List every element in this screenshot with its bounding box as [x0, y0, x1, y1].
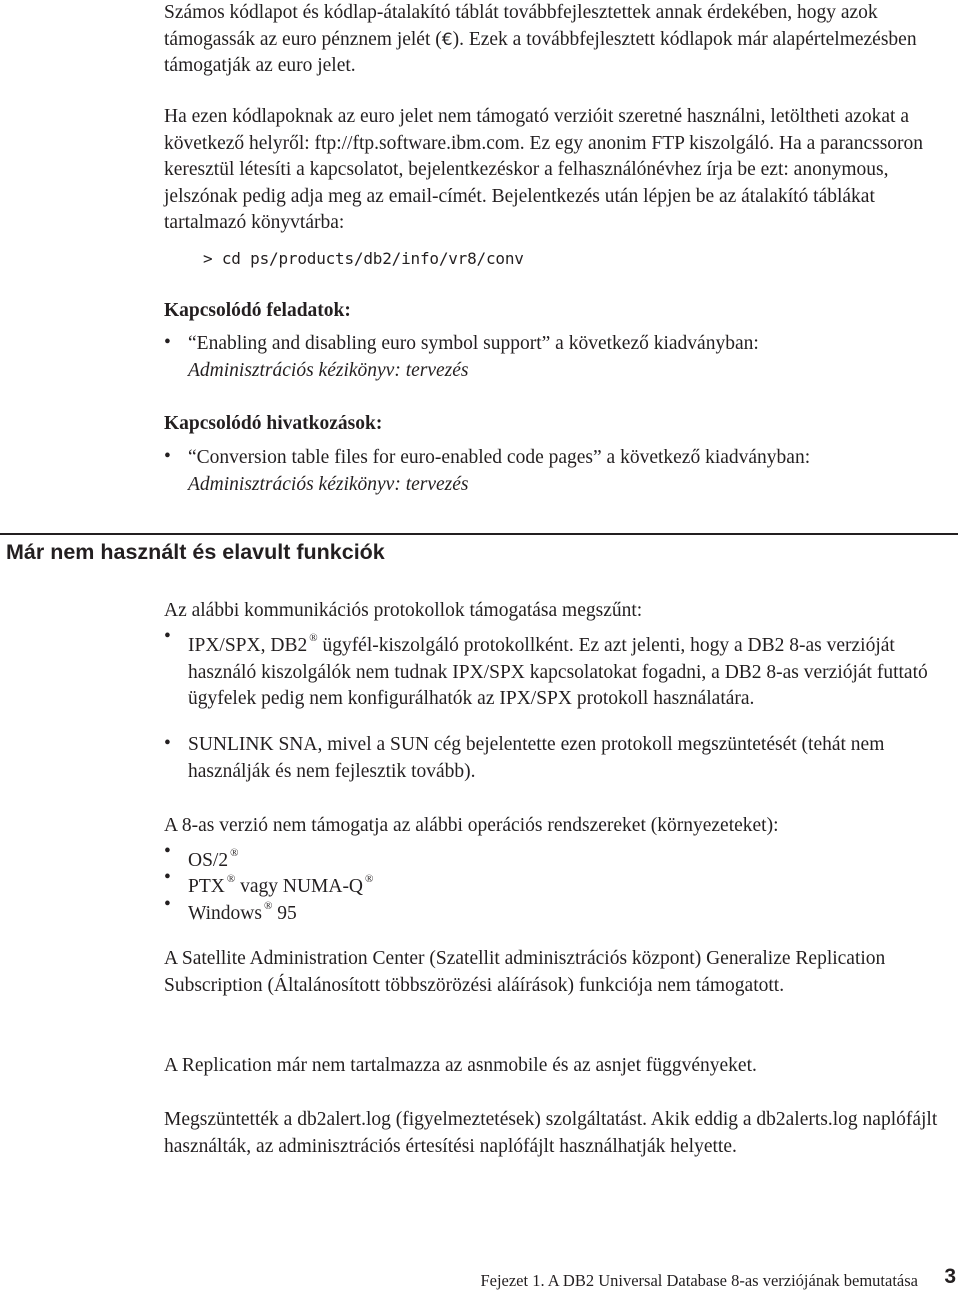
intro-text-a: Számos kódlapot és kódlap-átalakító táblát továbbfejlesztettek annak érdekében, hogy azok támogassák az euro pénznem jelét ( — [164, 2, 878, 50]
db2alert-paragraph: Megszüntették a db2alert.log (figyelmeztetések) szolgáltatást. Akik eddig a db2alerts.log naplófájlt használták, az adminisztrációs értesítési naplófájlt használhatják helyette. — [164, 1109, 938, 1157]
related-refs-heading: Kapcsolódó hivatkozások: — [164, 413, 383, 434]
related-ref-item: “Conversion table files for euro-enabled code pages” a következő kiadványban: Adminisztrációs kézikönyv: tervezés — [188, 447, 811, 495]
registered-mark: ® — [263, 900, 273, 912]
bullet-icon: • — [164, 332, 171, 353]
section-title: Már nem használt és elavult funkciók — [6, 540, 385, 564]
satellite-paragraph: A Satellite Administration Center (Szatellit adminisztrációs központ) Generalize Replication Subscription (Általánosított többszörözési aláírások) funkciója nem támogatott. — [164, 948, 886, 996]
protocol-item-sunlink: SUNLINK SNA, mivel a SUN cég bejelentette ezen protokoll megszüntetését (tehát nem használják és nem fejlesztik tovább). — [188, 734, 885, 782]
book-title: Adminisztrációs kézikönyv: tervezés — [188, 359, 469, 381]
os-item-os2: OS/2 ® — [188, 847, 239, 871]
intro-paragraph-1 — [164, 0, 954, 80]
registered-mark: ® — [230, 847, 239, 859]
os-intro: A 8-as verzió nem támogatja az alábbi operációs rendszereket (környezeteket): — [164, 815, 779, 836]
bullet-icon: • — [164, 446, 171, 467]
footer-chapter-title: Fejezet 1. A DB2 Universal Database 8-as verziójának bemutatása — [480, 1271, 918, 1290]
registered-mark: ® — [226, 873, 236, 885]
protocol-item-ipx: IPX/SPX, DB2 ® ügyfél-kiszolgáló protokollként. Ez azt jelenti, hogy a DB2 8-as verzióját használó kiszolgálók nem tudnak IPX/SPX kapcsolatokat fogadni, a DB2 8-as verzióját futtató ügyfelek pedig nem konfigurálhatók az IPX/SPX protokoll használatára. — [188, 632, 928, 710]
bullet-icon: • — [164, 626, 171, 647]
bullet-icon: • — [164, 733, 171, 754]
section-divider — [0, 533, 958, 535]
registered-mark: ® — [309, 632, 318, 644]
os-item-ptx: PTX ® vagy NUMA-Q ® — [188, 873, 374, 897]
replication-paragraph: A Replication már nem tartalmazza az asnmobile és az asnjet függvényeket. — [164, 1055, 757, 1076]
bullet-icon: • — [164, 867, 171, 888]
bullet-icon: • — [164, 841, 171, 862]
intro-text-b: ). Ezek a továbbfejlesztett kódlapok már alapértelmezésben támogatják az euro jelet. — [164, 28, 917, 77]
cd-command: > cd ps/products/db2/info/vr8/conv — [203, 249, 524, 268]
page-number: 3 — [944, 1265, 956, 1288]
related-task-item: “Enabling and disabling euro symbol support” a következő kiadványban: Adminisztrációs kézikönyv: tervezés — [188, 333, 759, 381]
os-item-windows: Windows ® 95 — [188, 900, 297, 924]
euro-symbol: € — [441, 29, 453, 50]
registered-mark: ® — [365, 873, 374, 885]
related-tasks-heading: Kapcsolódó feladatok: — [164, 300, 351, 321]
book-title: Adminisztrációs kézikönyv: tervezés — [188, 473, 469, 495]
bullet-icon: • — [164, 894, 171, 915]
protocols-intro: Az alábbi kommunikációs protokollok támogatása megszűnt: — [164, 600, 643, 621]
intro-paragraph-2: Ha ezen kódlapoknak az euro jelet nem támogató verzióit szeretné használni, letöltheti azokat a következő helyről: ftp://ftp.software.ibm.com. Ez egy anonim FTP kiszolgáló. Ha a parancssoron keresztül létesíti a kapcsolatot, bejelentkezéskor a felhasználónévhez írja be ezt: anonymous, jelszónak pedig adja meg az email-címét. Bejelentkezés után lépjen be az átalakító táblákat tartalmazó könyvtárba: — [164, 106, 924, 234]
